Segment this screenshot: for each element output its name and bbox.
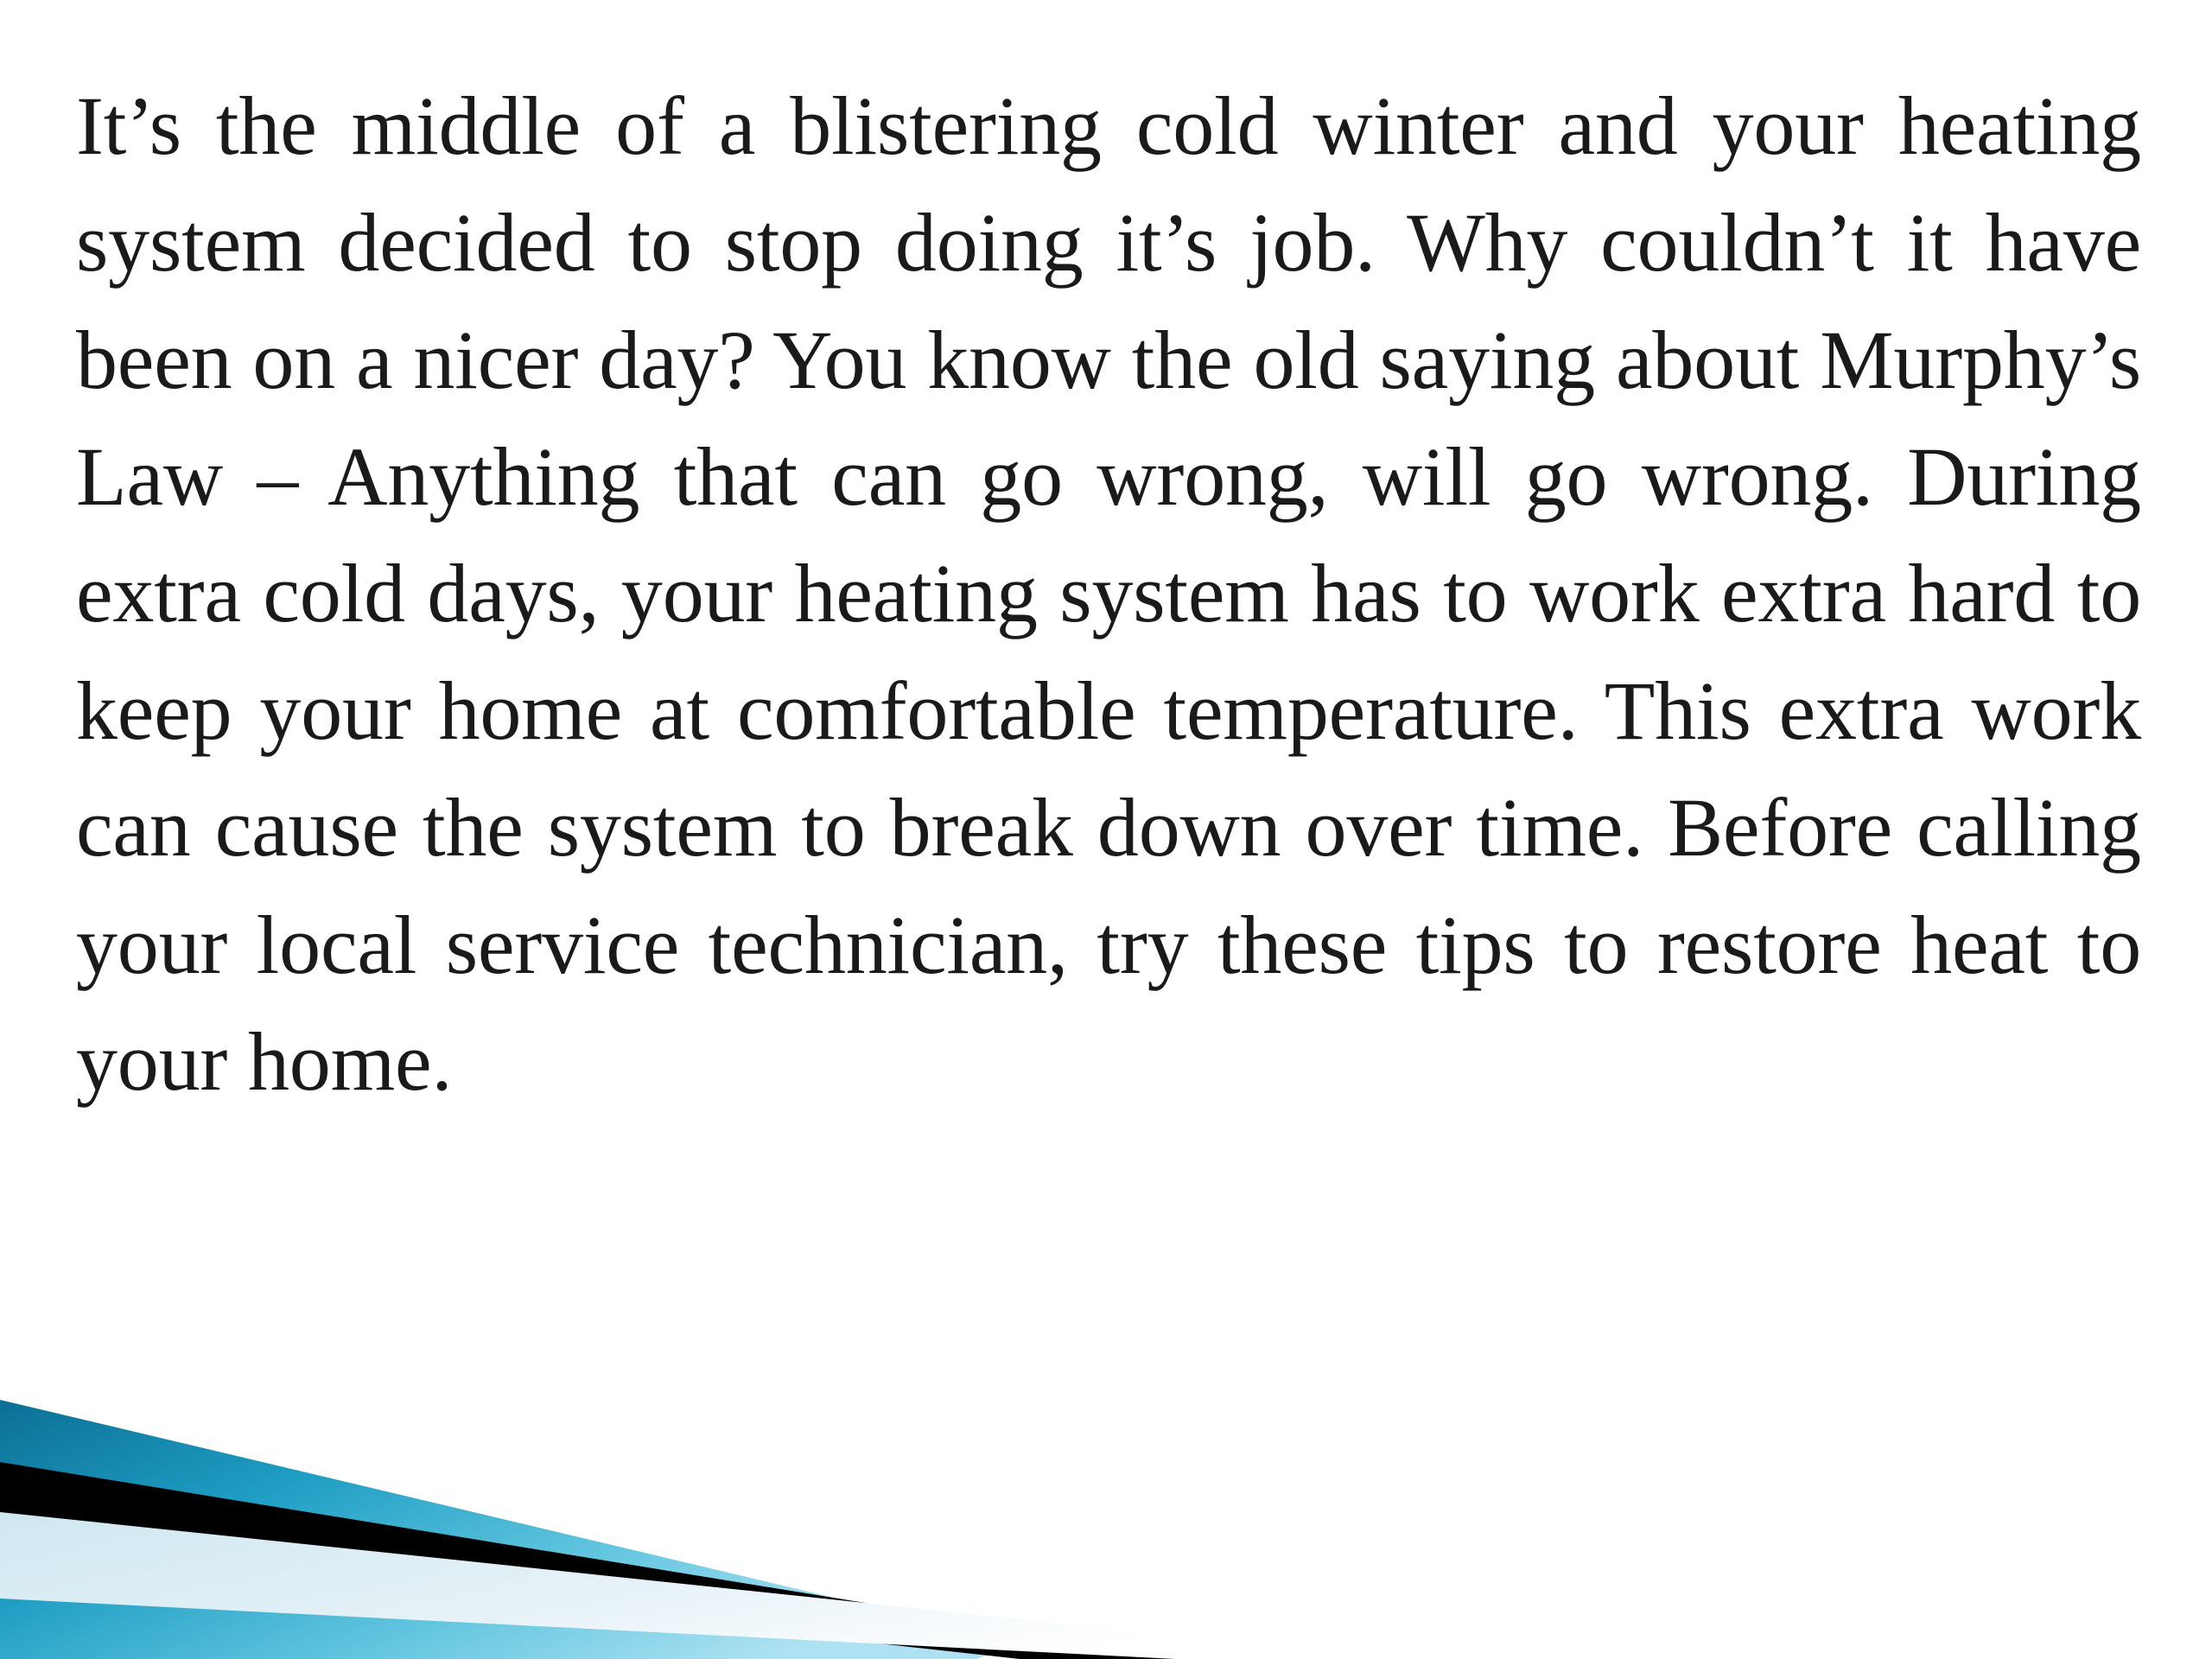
ribbon-pale-wedge xyxy=(0,1512,1400,1659)
slide-body-text: It’s the middle of a blistering cold winter and your heating system decided to stop doing it’s job. Why couldn’t it have been on a nicer day? You know the old saying about Murphy’s Law – Anything that can go wrong, will go wrong. During extra cold days, your heating system has to work extra hard to keep your home at comfortable temperature. This extra work can cause the system to break down over time. Before calling your local service technician, try these tips to restore heat to your home. xyxy=(76,79,2141,1108)
ribbon-blue-wedge xyxy=(0,1400,1020,1659)
bottom-left-corner-ribbon xyxy=(0,1382,1400,1659)
corner-ribbon-graphic xyxy=(0,1382,1400,1659)
ribbon-black-wedge xyxy=(0,1462,1210,1659)
